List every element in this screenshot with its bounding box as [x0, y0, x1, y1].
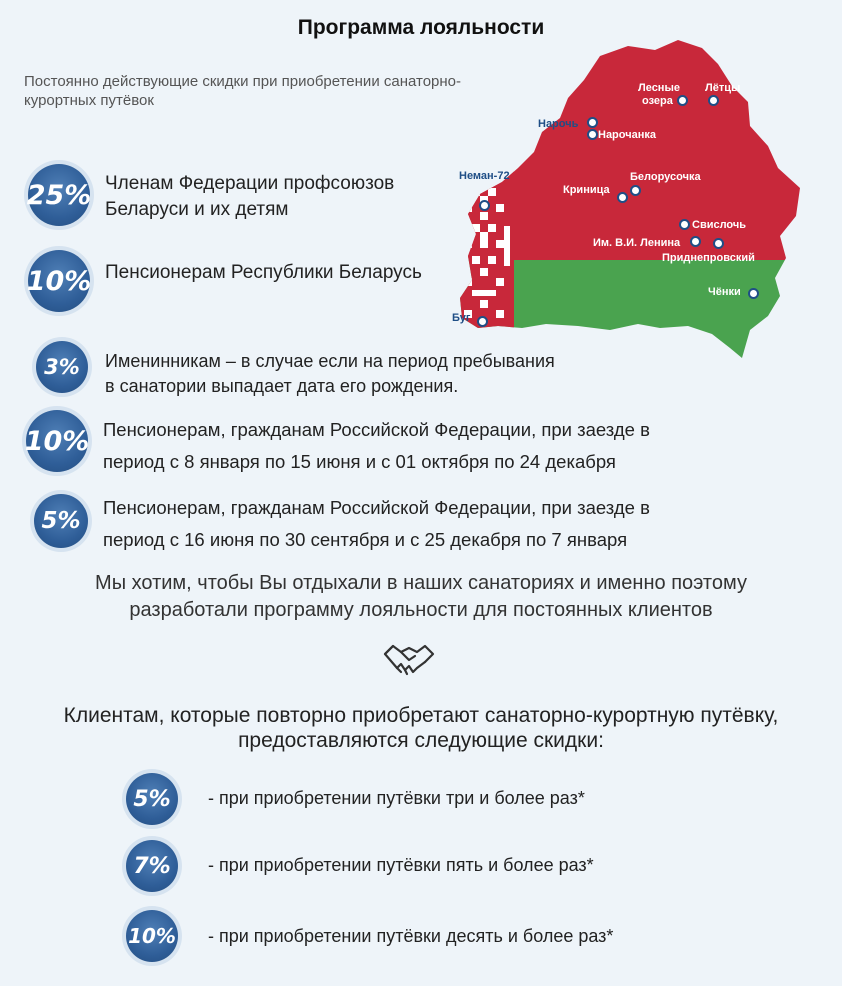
- map-dot-narochanka: [587, 129, 598, 140]
- subtitle: Постоянно действующие скидки при приобретении санаторно-курортных путёвок: [24, 73, 462, 109]
- map-dot-naroch: [587, 117, 598, 128]
- map-dot-lenina: [690, 236, 701, 247]
- repeat-clients-heading: [0, 703, 842, 753]
- loyalty-badge-ten: 10%: [126, 910, 178, 962]
- map-label-lesnye-l2: озера: [642, 95, 673, 107]
- map-label-pridneprovsky: Приднепровский: [662, 252, 755, 264]
- map-label-lettsy: Лётцы: [705, 82, 741, 94]
- map-label-bug: Буг: [452, 312, 471, 324]
- discount-text-pensioners-ru-2: [103, 492, 650, 556]
- discount-badge-pensioners-by: 10%: [28, 250, 90, 312]
- discount-text-pensioners-ru-2-line2: период с 16 июня по 30 сентября и с 25 декабря по 7 января: [103, 529, 628, 550]
- discount-badge-pensioners-ru-2: 5%: [34, 494, 88, 548]
- discount-text-pensioners-ru-1: [103, 414, 650, 478]
- map-dot-chenki: [748, 288, 759, 299]
- loyalty-text-three: - при приобретении путёвки три и более раз*: [208, 788, 585, 808]
- repeat-clients-line1: Клиентам, которые повторно приобретают санаторно-курортную путёвку,: [63, 704, 779, 727]
- discount-text-members: [105, 171, 394, 223]
- loyalty-text-ten: - при приобретении путёвки десять и более раз*: [208, 926, 614, 946]
- map-dot-krinitsa: [617, 192, 628, 203]
- loyalty-badge-three: 5%: [126, 773, 178, 825]
- discount-text-pensioners-ru-1-line1: Пенсионерам, гражданам Российской Федерации, при заезде в: [103, 419, 650, 440]
- map-label-naroch: Нарочь: [538, 118, 579, 130]
- map-dot-bug: [477, 316, 488, 327]
- map-dot-svisloch: [679, 219, 690, 230]
- map-label-chenki: Чёнки: [708, 286, 741, 298]
- discount-text-birthday-line1: Именинникам – в случае если на период пребывания: [105, 351, 555, 371]
- map-label-neman: Неман-72: [459, 170, 510, 182]
- repeat-clients-line2: предоставляются следующие скидки:: [238, 729, 604, 752]
- slogan-line2: разработали программу лояльности для постоянных клиентов: [129, 599, 713, 621]
- slogan-line1: Мы хотим, чтобы Вы отдыхали в наших санаториях и именно поэтому: [95, 572, 747, 594]
- discount-text-birthday: [105, 349, 555, 399]
- discount-text-birthday-line2: в санатории выпадает дата его рождения.: [105, 376, 459, 396]
- map-label-lenina: Им. В.И. Ленина: [593, 237, 681, 249]
- map-dot-lesnye: [677, 95, 688, 106]
- slogan: [0, 570, 842, 624]
- loyalty-badge-five: 7%: [126, 840, 178, 892]
- map-label-svisloch: Свислочь: [692, 219, 747, 231]
- map-dot-neman: [479, 200, 490, 211]
- discount-text-pensioners-by: Пенсионерам Республики Беларусь: [105, 262, 422, 283]
- belarus-map: [450, 28, 800, 368]
- page-title: Программа лояльности: [297, 16, 545, 39]
- discount-text-members-line2: Беларуси и их детям: [105, 199, 289, 220]
- map-label-krinitsa: Криница: [563, 184, 610, 196]
- map-label-narochanka: Нарочанка: [598, 129, 656, 141]
- discount-badge-birthday: 3%: [36, 341, 88, 393]
- map-dot-belorusochka: [630, 185, 641, 196]
- discount-text-pensioners-ru-1-line2: период с 8 января по 15 июня и с 01 октября по 24 декабря: [103, 451, 616, 472]
- discount-text-members-line1: Членам Федерации профсоюзов: [105, 173, 395, 194]
- discount-badge-members: 25%: [28, 164, 90, 226]
- map-dot-pridneprovsky: [713, 238, 724, 249]
- handshake-icon: [383, 640, 435, 680]
- map-label-belorusochka: Белорусочка: [630, 171, 701, 183]
- map-dot-lettsy: [708, 95, 719, 106]
- map-label-lesnye-l1: Лесные: [638, 82, 680, 94]
- discount-text-pensioners-ru-2-line1: Пенсионерам, гражданам Российской Федерации, при заезде в: [103, 497, 650, 518]
- loyalty-text-five: - при приобретении путёвки пять и более раз*: [208, 855, 594, 875]
- discount-badge-pensioners-ru-1: 10%: [26, 410, 88, 472]
